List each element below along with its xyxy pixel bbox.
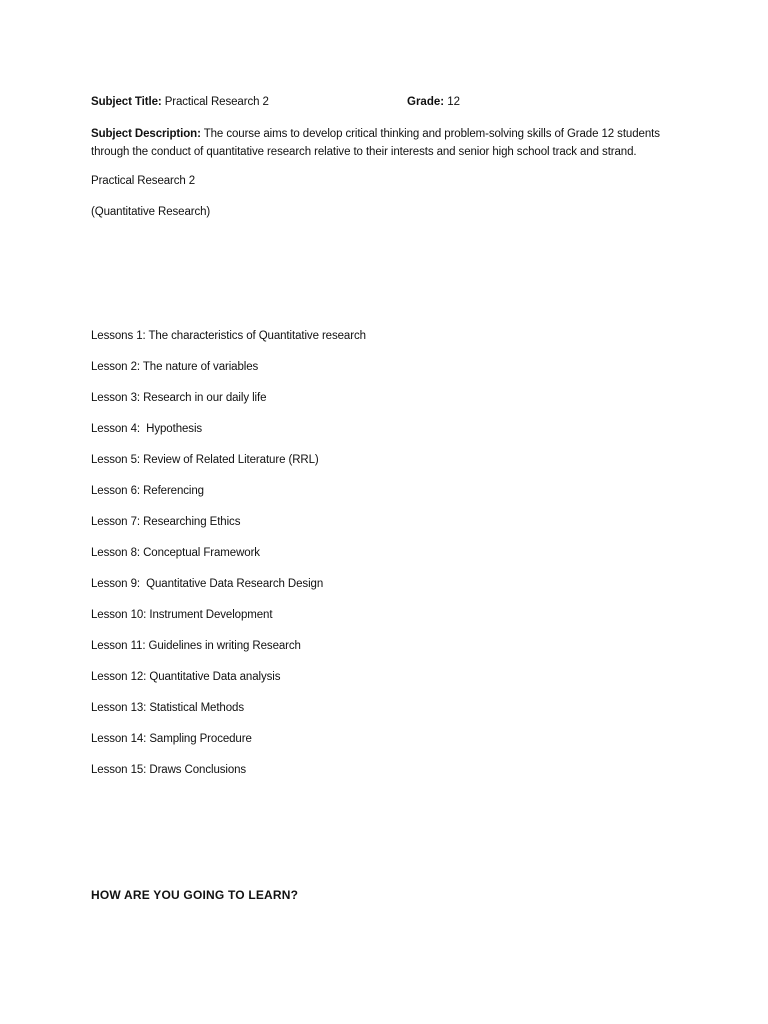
subject-title-value: Practical Research 2 <box>161 96 269 108</box>
lesson-item: Lesson 4: Hypothesis <box>91 423 203 435</box>
lesson-item: Lesson 9: Quantitative Data Research Design <box>91 578 324 590</box>
lesson-list <box>91 329 366 794</box>
subject-title-label: Subject Title: <box>91 96 162 108</box>
grade-line <box>407 95 460 109</box>
lesson-item: Lesson 8: Conceptual Framework <box>91 547 260 559</box>
lesson-item: Lessons 1: The characteristics of Quantitative research <box>91 330 366 342</box>
lesson-item: Lesson 14: Sampling Procedure <box>91 733 252 745</box>
lesson-item: Lesson 11: Guidelines in writing Research <box>91 640 301 652</box>
grade-value: 12 <box>444 96 461 108</box>
lesson-item: Lesson 5: Review of Related Literature (RRL) <box>91 454 319 466</box>
lesson-item: Lesson 10: Instrument Development <box>91 609 273 621</box>
course-subtitle: (Quantitative Research) <box>91 206 211 218</box>
lesson-item: Lesson 12: Quantitative Data analysis <box>91 671 281 683</box>
lesson-item: Lesson 2: The nature of variables <box>91 361 259 373</box>
lesson-item: Lesson 7: Researching Ethics <box>91 516 241 528</box>
subject-description <box>91 125 691 161</box>
subject-title-line <box>91 95 269 109</box>
grade-label: Grade: <box>407 96 445 108</box>
section-heading: HOW ARE YOU GOING TO LEARN? <box>91 888 299 902</box>
lesson-item: Lesson 6: Referencing <box>91 485 204 497</box>
subject-description-label: Subject Description: <box>91 128 201 140</box>
lesson-item: Lesson 3: Research in our daily life <box>91 392 267 404</box>
subject-description-text: The course aims to develop critical thinking and problem-solving skills of Grade 12 students through the conduct of quantitative research relative to their interests and senior high school track and strand. <box>91 128 660 158</box>
lesson-item: Lesson 13: Statistical Methods <box>91 702 244 714</box>
course-name: Practical Research 2 <box>91 175 196 187</box>
lesson-item: Lesson 15: Draws Conclusions <box>91 764 247 776</box>
